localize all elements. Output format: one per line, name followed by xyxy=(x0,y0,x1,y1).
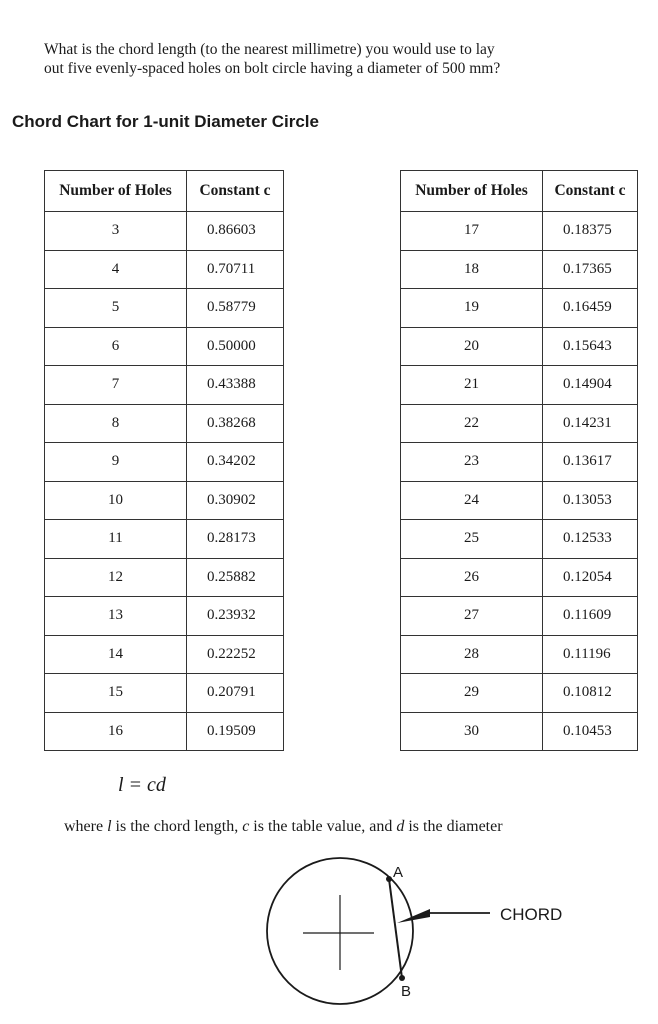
chord-table-right xyxy=(400,170,638,751)
table-row xyxy=(45,443,284,482)
table-row xyxy=(401,558,638,597)
header-constant-c: Constant c xyxy=(187,171,284,212)
chord-diagram xyxy=(0,850,658,1024)
cell-number-of-holes: 16 xyxy=(45,712,187,751)
table-row xyxy=(45,327,284,366)
cell-constant-c: 0.10453 xyxy=(543,712,638,751)
question-line-2: out five evenly-spaced holes on bolt circle having a diameter of 500 mm? xyxy=(44,60,501,77)
cell-constant-c: 0.15643 xyxy=(543,327,638,366)
cell-number-of-holes: 3 xyxy=(45,212,187,251)
cell-constant-c: 0.11609 xyxy=(543,597,638,636)
table-row xyxy=(401,674,638,713)
table-row xyxy=(45,481,284,520)
cell-constant-c: 0.16459 xyxy=(543,289,638,328)
cell-number-of-holes: 25 xyxy=(401,520,543,559)
table-row xyxy=(401,712,638,751)
cell-number-of-holes: 28 xyxy=(401,635,543,674)
table-row xyxy=(401,635,638,674)
table-row xyxy=(401,481,638,520)
cell-constant-c: 0.13053 xyxy=(543,481,638,520)
table-row xyxy=(45,250,284,289)
cell-constant-c: 0.14231 xyxy=(543,404,638,443)
cell-constant-c: 0.23932 xyxy=(187,597,284,636)
cell-constant-c: 0.17365 xyxy=(543,250,638,289)
cell-constant-c: 0.20791 xyxy=(187,674,284,713)
table-header-row xyxy=(45,171,284,212)
table-row xyxy=(401,366,638,405)
table-row xyxy=(45,404,284,443)
table-row xyxy=(401,597,638,636)
question-line-1: What is the chord length (to the nearest millimetre) you would use to lay xyxy=(44,41,495,58)
table-row xyxy=(45,635,284,674)
cell-constant-c: 0.19509 xyxy=(187,712,284,751)
cell-number-of-holes: 21 xyxy=(401,366,543,405)
table-row xyxy=(45,212,284,251)
cell-number-of-holes: 27 xyxy=(401,597,543,636)
cell-number-of-holes: 14 xyxy=(45,635,187,674)
cell-constant-c: 0.43388 xyxy=(187,366,284,405)
table-row xyxy=(45,674,284,713)
cell-number-of-holes: 20 xyxy=(401,327,543,366)
table-row xyxy=(45,366,284,405)
cell-number-of-holes: 10 xyxy=(45,481,187,520)
chord-line xyxy=(389,879,402,978)
cell-constant-c: 0.38268 xyxy=(187,404,284,443)
formula: l = cd xyxy=(118,774,166,796)
cell-constant-c: 0.12533 xyxy=(543,520,638,559)
table-row xyxy=(45,289,284,328)
chord-arrow-icon xyxy=(397,909,430,923)
question-text xyxy=(44,40,624,78)
header-number-of-holes: Number of Holes xyxy=(401,171,543,212)
cell-constant-c: 0.14904 xyxy=(543,366,638,405)
cell-constant-c: 0.50000 xyxy=(187,327,284,366)
cell-constant-c: 0.86603 xyxy=(187,212,284,251)
cell-number-of-holes: 24 xyxy=(401,481,543,520)
header-number-of-holes: Number of Holes xyxy=(45,171,187,212)
chart-title: Chord Chart for 1-unit Diameter Circle xyxy=(12,112,319,131)
cell-constant-c: 0.22252 xyxy=(187,635,284,674)
cell-constant-c: 0.10812 xyxy=(543,674,638,713)
table-row xyxy=(45,597,284,636)
cell-number-of-holes: 7 xyxy=(45,366,187,405)
cell-number-of-holes: 15 xyxy=(45,674,187,713)
table-row xyxy=(45,520,284,559)
table-row xyxy=(45,712,284,751)
cell-number-of-holes: 4 xyxy=(45,250,187,289)
cell-number-of-holes: 19 xyxy=(401,289,543,328)
cell-number-of-holes: 8 xyxy=(45,404,187,443)
cell-number-of-holes: 23 xyxy=(401,443,543,482)
table-row xyxy=(401,250,638,289)
label-a: A xyxy=(393,864,404,881)
table-row xyxy=(401,404,638,443)
label-b: B xyxy=(401,983,412,1000)
cell-constant-c: 0.11196 xyxy=(543,635,638,674)
cell-number-of-holes: 26 xyxy=(401,558,543,597)
cell-number-of-holes: 5 xyxy=(45,289,187,328)
point-a-marker xyxy=(386,876,392,882)
table-row xyxy=(401,327,638,366)
cell-number-of-holes: 12 xyxy=(45,558,187,597)
table-row xyxy=(45,558,284,597)
point-b-marker xyxy=(399,975,405,981)
cell-number-of-holes: 30 xyxy=(401,712,543,751)
cell-constant-c: 0.30902 xyxy=(187,481,284,520)
cell-constant-c: 0.34202 xyxy=(187,443,284,482)
cell-constant-c: 0.58779 xyxy=(187,289,284,328)
cell-number-of-holes: 17 xyxy=(401,212,543,251)
cell-number-of-holes: 11 xyxy=(45,520,187,559)
cell-number-of-holes: 29 xyxy=(401,674,543,713)
table-row xyxy=(401,443,638,482)
table-row xyxy=(401,289,638,328)
cell-constant-c: 0.12054 xyxy=(543,558,638,597)
cell-number-of-holes: 9 xyxy=(45,443,187,482)
cell-number-of-holes: 22 xyxy=(401,404,543,443)
table-row xyxy=(401,520,638,559)
header-constant-c: Constant c xyxy=(543,171,638,212)
formula-explanation: where l is the chord length, c is the table value, and d is the diameter xyxy=(64,818,503,835)
cell-constant-c: 0.18375 xyxy=(543,212,638,251)
table-header-row xyxy=(401,171,638,212)
cell-number-of-holes: 18 xyxy=(401,250,543,289)
label-chord: CHORD xyxy=(500,905,563,924)
cell-constant-c: 0.28173 xyxy=(187,520,284,559)
table-row xyxy=(401,212,638,251)
cell-constant-c: 0.70711 xyxy=(187,250,284,289)
cell-constant-c: 0.13617 xyxy=(543,443,638,482)
cell-constant-c: 0.25882 xyxy=(187,558,284,597)
cell-number-of-holes: 6 xyxy=(45,327,187,366)
cell-number-of-holes: 13 xyxy=(45,597,187,636)
chord-table-left xyxy=(44,170,284,751)
